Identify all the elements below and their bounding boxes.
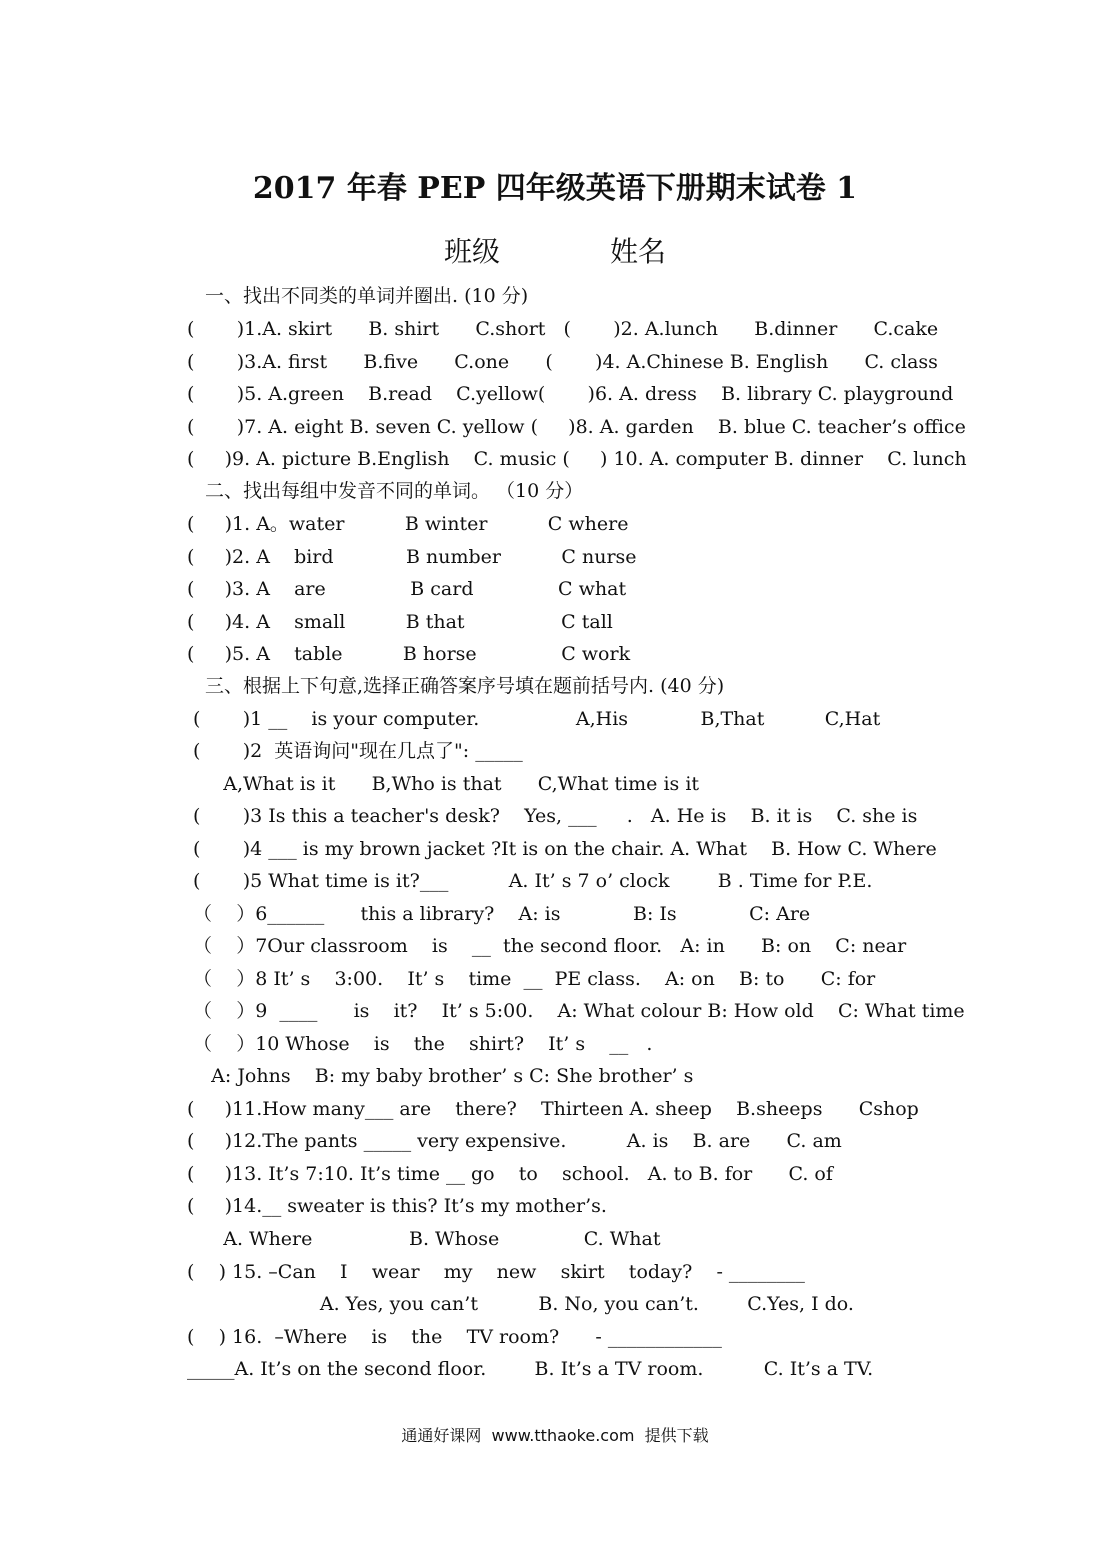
section-heading-1: 一、找出不同类的单词并圈出. (10 分): [205, 285, 529, 307]
question-line: （ ）9 ____ is it? It’ s 5:00. A: What colour B: How old C: What time: [187, 1000, 965, 1022]
question-line: ( )13. It’s 7:10. It’s time __ go to school. A. to B. for C. of: [187, 1163, 833, 1185]
question-line: ( )5. A table B horse C work: [187, 643, 631, 665]
question-line: ( )3.A. first B.five C.one ( )4. A.Chinese B. English C. class: [187, 351, 938, 373]
question-line: ( )4. A small B that C tall: [187, 611, 613, 633]
question-line: ( ) 16. –Where is the TV room? - ____________: [187, 1326, 722, 1348]
question-line: ( )1. A。water B winter C where: [187, 513, 629, 535]
question-line: _____A. It’s on the second floor. B. It’s a TV room. C. It’s a TV.: [187, 1358, 874, 1380]
question-line: ( )5. A.green B.read C.yellow( )6. A. dress B. library C. playground: [187, 383, 954, 405]
question-line: ( )11.How many___ are there? Thirteen A. sheep B.sheeps Cshop: [187, 1098, 919, 1120]
question-line: ( )3 Is this a teacher's desk? Yes, ___ . A. He is B. it is C. she is: [187, 805, 918, 827]
page-title: 2017 年春 PEP 四年级英语下册期末试卷 1: [252, 171, 858, 206]
question-line: A. Yes, you can’t B. No, you can’t. C.Yes, I do.: [187, 1293, 854, 1315]
question-line: ( )12.The pants _____ very expensive. A. is B. are C. am: [187, 1130, 842, 1152]
class-label: 班级: [443, 235, 500, 268]
question-line: ( )4 ___ is my brown jacket ?It is on the chair. A. What B. How C. Where: [187, 838, 937, 860]
footer-credit: 通通好课网 www.tthaoke.com 提供下载: [401, 1426, 709, 1445]
question-line: ( )9. A. picture B.English C. music ( ) 10. A. computer B. dinner C. lunch: [187, 448, 967, 470]
question-line: A. Where B. Whose C. What: [187, 1228, 661, 1250]
question-line: ( )3. A are B card C what: [187, 578, 627, 600]
question-line: A: Johns B: my baby brother’ s C: She brother’ s: [187, 1065, 694, 1087]
question-line: ( )14.__ sweater is this? It’s my mother’s.: [187, 1195, 607, 1217]
question-line: ( ) 15. –Can I wear my new skirt today? - ________: [187, 1261, 805, 1283]
question-line: ( )5 What time is it?___ A. It’ s 7 o’ clock B . Time for P.E.: [187, 870, 873, 892]
section-heading-3: 三、根据上下句意,选择正确答案序号填在题前括号内. (40 分): [205, 675, 725, 697]
section-heading-2: 二、找出每组中发音不同的单词。 （10 分）: [205, 480, 584, 502]
name-label: 姓名: [610, 235, 667, 268]
question-line: A,What is it B,Who is that C,What time is it: [187, 773, 700, 795]
question-line: ( )2 英语询问"现在几点了": _____: [187, 740, 523, 762]
class-name-row: [0, 230, 1110, 270]
question-line: （ ）8 It’ s 3:00. It’ s time __ PE class. A: on B: to C: for: [187, 968, 876, 990]
question-line: ( )2. A bird B number C nurse: [187, 546, 637, 568]
question-line: （ ）7Our classroom is __ the second floor. A: in B: on C: near: [187, 935, 907, 957]
question-line: ( )1.A. skirt B. shirt C.short ( )2. A.lunch B.dinner C.cake: [187, 318, 939, 340]
question-line: （ ）10 Whose is the shirt? It’ s __ .: [187, 1033, 653, 1055]
question-line: （ ）6______ this a library? A: is B: Is C: Are: [187, 903, 811, 925]
question-line: ( )7. A. eight B. seven C. yellow ( )8. A. garden B. blue C. teacher’s office: [187, 416, 966, 438]
question-line: ( )1 __ is your computer. A,His B,That C,Hat: [187, 708, 881, 730]
